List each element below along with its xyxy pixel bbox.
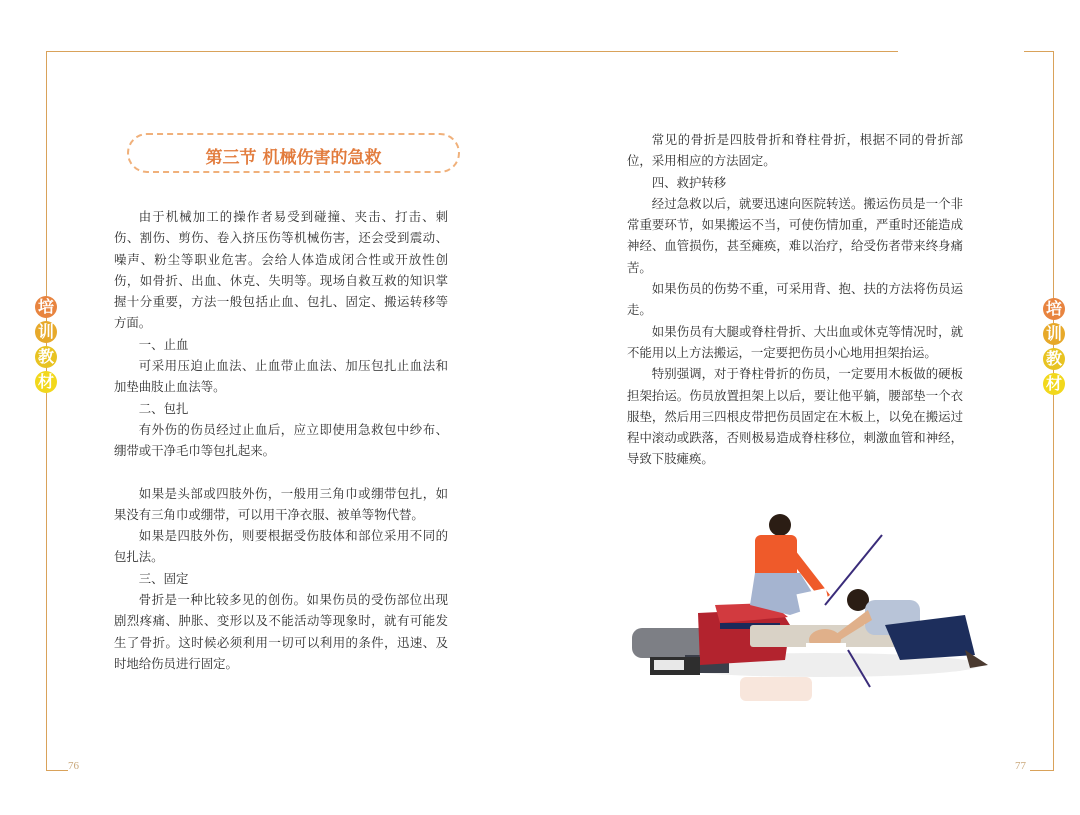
paragraph: 由于机械加工的操作者易受到碰撞、夹击、打击、刺伤、割伤、剪伤、卷入挤压伤等机械伤害，还会受到震动、噪声、粉尘等职业危害。会给人体造成闭合性或开放性创伤，如骨折、出血、休克、失明等。现场自救互救的知识掌握十分重要，方法一般包括止血、包扎、固定、搬运转移等方面。 — [114, 209, 448, 331]
right-frame-bottom — [1030, 770, 1054, 771]
subheading: 四、救护转移 — [651, 174, 727, 190]
left-frame-bottom — [46, 770, 68, 771]
paragraph: 如果是头部或四肢外伤，一般用三角巾或绷带包扎，如果没有三角巾或绷带，可以用干净衣服、被单等物代替。 — [114, 485, 448, 522]
right-page-number: 77 — [1015, 760, 1026, 772]
paragraph: 特别强调，对于脊柱骨折的伤员，一定要用木板做的硬板担架抬运。伤员放置担架上以后，要让他平躺，腰部垫一个衣服垫，然后用三四根皮带把伤员固定在木板上，以免在搬运过程中滚动或跌落，否则极易造成脊柱移位，刺激血管和神经，导致下肢瘫痪。 — [627, 366, 963, 467]
paragraph: 经过急救以后，就要迅速向医院转送。搬运伤员是一个非常重要环节，如果搬运不当，可使伤情加重，严重时还能造成神经、血管损伤，甚至瘫痪，难以治疗，给受伤者带来终身痛苦。 — [627, 195, 963, 275]
section-title: 第三节 机械伤害的急救 — [205, 148, 382, 168]
side-tab-char: 训 — [35, 321, 57, 343]
side-tab-char: 培 — [35, 296, 57, 318]
section-title-box — [127, 133, 460, 173]
side-tab-char: 训 — [1043, 323, 1065, 345]
left-frame-side — [46, 51, 47, 771]
paragraph: 骨折是一种比较多见的创伤。如果伤员的受伤部位出现剧烈疼痛、肿胀、变形以及不能活动等现象时，就有可能发生了骨折。这时候必须利用一切可以利用的条件，迅速、及时地给伤员进行固定。 — [114, 592, 448, 671]
paragraph: 可采用压迫止血法、止血带止血法、加压包扎止血法和加垫曲肢止血法等。 — [114, 358, 448, 395]
paragraph: 常见的骨折是四肢骨折和脊柱骨折，根据不同的骨折部位，采用相应的方法固定。 — [627, 132, 963, 169]
left-page-number: 76 — [68, 760, 79, 772]
subheading: 一、止血 — [138, 336, 189, 352]
right-frame-side — [1053, 51, 1054, 771]
paragraph: 有外伤的伤员经过止血后，应立即使用急救包中纱布、绷带或干净毛巾等包扎起来。 — [114, 421, 448, 459]
subheading: 二、包扎 — [138, 400, 189, 416]
right-frame-top — [1024, 51, 1054, 52]
side-tab-char: 教 — [1043, 348, 1065, 370]
right-side-tab — [1043, 298, 1065, 398]
side-tab-char: 培 — [1043, 298, 1065, 320]
left-side-tab — [35, 296, 57, 396]
side-tab-char: 教 — [35, 346, 57, 368]
paragraph: 如果伤员有大腿或脊柱骨折、大出血或休克等情况时，就不能用以上方法搬运，一定要把伤员小心地用担架抬运。 — [627, 323, 963, 360]
left-text-column — [114, 206, 448, 674]
subheading: 三、固定 — [138, 570, 189, 586]
right-text-column — [627, 129, 963, 470]
left-frame-top — [46, 51, 898, 52]
side-tab-char: 材 — [35, 371, 57, 393]
first-aid-illustration — [630, 505, 1000, 720]
side-tab-char: 材 — [1043, 373, 1065, 395]
paragraph: 如果伤员的伤势不重，可采用背、抱、扶的方法将伤员运走。 — [627, 281, 963, 318]
paragraph: 如果是四肢外伤，则要根据受伤肢体和部位采用不同的包扎法。 — [114, 528, 448, 565]
